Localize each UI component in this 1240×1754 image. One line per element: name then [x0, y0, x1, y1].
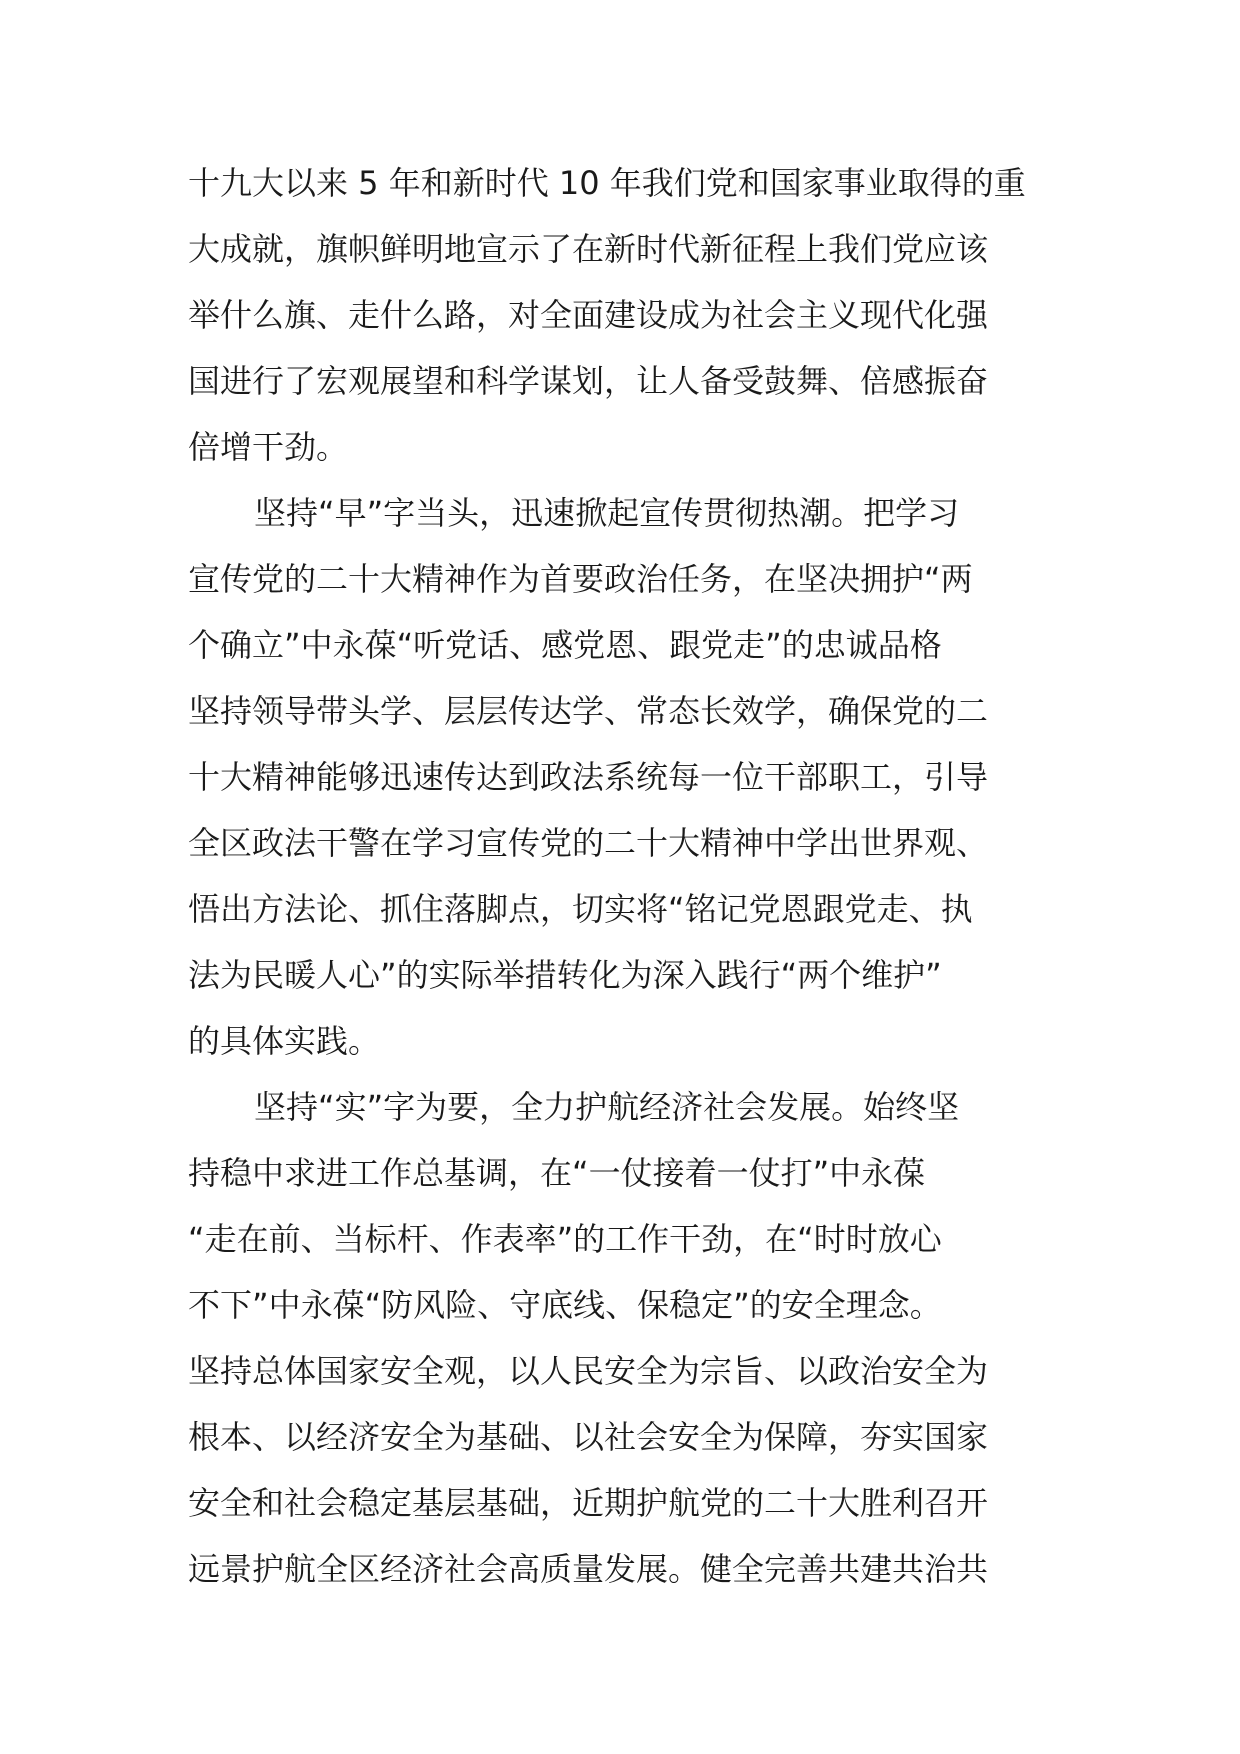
paragraph-first-line: 坚持“实”字为要，全力护航经济社会发展。始终坚 — [254, 1088, 960, 1126]
text-line: 根本、以经济安全为基础、以社会安全为保障，夯实国家 — [188, 1418, 989, 1456]
text-line: 不下”中永葆“防风险、守底线、保稳定”的安全理念。 — [188, 1286, 942, 1324]
text-line: 大成就，旗帜鲜明地宣示了在新时代新征程上我们党应该 — [188, 230, 989, 268]
text-line: 坚持总体国家安全观，以人民安全为宗旨、以政治安全为 — [188, 1352, 989, 1390]
text-line: 远景护航全区经济社会高质量发展。健全完善共建共治共 — [188, 1550, 989, 1588]
body-text — [188, 150, 1058, 1602]
paragraph-first-line: 坚持“早”字当头，迅速掀起宣传贯彻热潮。把学习 — [254, 494, 960, 532]
text-line: 坚持领导带头学、层层传达学、常态长效学，确保党的二 — [188, 692, 989, 730]
text-line: 全区政法干警在学习宣传党的二十大精神中学出世界观、 — [188, 824, 989, 862]
text-line: 举什么旗、走什么路，对全面建设成为社会主义现代化强 — [188, 296, 989, 334]
text-line: 国进行了宏观展望和科学谋划，让人备受鼓舞、倍感振奋 — [188, 362, 989, 400]
text-line: 安全和社会稳定基层基础，近期护航党的二十大胜利召开 — [188, 1484, 989, 1522]
text-line: 倍增干劲。 — [188, 428, 349, 466]
text-line: 宣传党的二十大精神作为首要政治任务，在坚决拥护“两 — [188, 560, 973, 598]
text-line: 个确立”中永葆“听党话、感党恩、跟党走”的忠诚品格 — [188, 626, 942, 664]
text-line: 十九大以来 5 年和新时代 10 年我们党和国家事业取得的重 — [188, 164, 1026, 202]
text-line: 的具体实践。 — [188, 1022, 381, 1060]
text-line: “走在前、当标杆、作表率”的工作干劲，在“时时放心 — [188, 1220, 942, 1258]
text-line: 十大精神能够迅速传达到政法系统每一位干部职工，引导 — [188, 758, 989, 796]
text-line: 悟出方法论、抓住落脚点，切实将“铭记党恩跟党走、执 — [188, 890, 973, 928]
text-line: 法为民暖人心”的实际举措转化为深入践行“两个维护” — [188, 956, 942, 994]
text-line: 持稳中求进工作总基调，在“一仗接着一仗打”中永葆 — [188, 1154, 926, 1192]
